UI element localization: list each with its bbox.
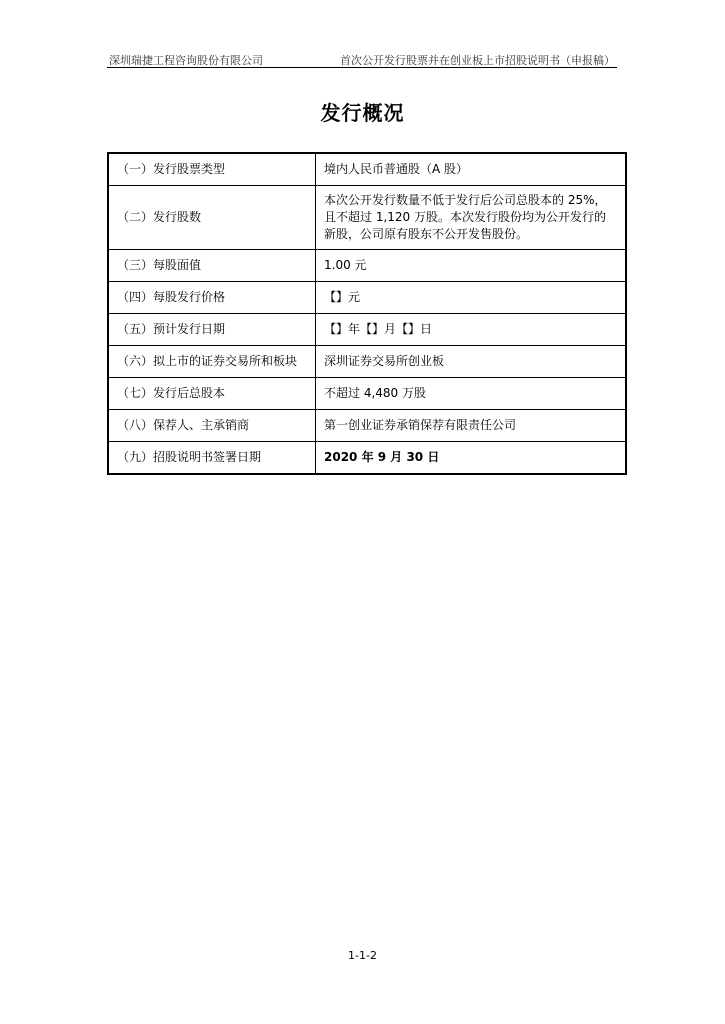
page-title: 发行概况: [320, 101, 405, 125]
page-number: 1-1-2: [348, 949, 377, 962]
table-row: [108, 346, 626, 378]
row-label: （七）发行后总股本: [108, 378, 316, 410]
row-label: （三）每股面值: [108, 250, 316, 282]
row-value: 1.00 元: [316, 250, 627, 282]
table-row: [108, 186, 626, 250]
row-value: 本次公开发行数量不低于发行后公司总股本的 25%，且不超过 1,120 万股。本次发行股份均为公开发行的新股，公司原有股东不公开发售股份。: [316, 186, 627, 250]
header-document-name: 首次公开发行股票并在创业板上市招股说明书（申报稿）: [340, 54, 615, 67]
table-row: [108, 442, 626, 475]
signing-date-value: 2020 年 9 月 30 日: [316, 442, 627, 475]
row-label: （一）发行股票类型: [108, 153, 316, 186]
table-row: [108, 410, 626, 442]
row-value: 第一创业证券承销保荐有限责任公司: [316, 410, 627, 442]
row-label: （二）发行股数: [108, 186, 316, 250]
table-row: [108, 250, 626, 282]
header-company-name: 深圳瑞捷工程咨询股份有限公司: [109, 54, 263, 67]
row-value: 【】年【】月【】日: [316, 314, 627, 346]
issuance-overview-table: [107, 152, 627, 475]
row-value: 不超过 4,480 万股: [316, 378, 627, 410]
row-label: （四）每股发行价格: [108, 282, 316, 314]
table-row: [108, 153, 626, 186]
table-row: [108, 378, 626, 410]
row-label: （九）招股说明书签署日期: [108, 442, 316, 475]
table-row: [108, 314, 626, 346]
page-header: [107, 49, 617, 68]
table-row: [108, 282, 626, 314]
row-value: 【】元: [316, 282, 627, 314]
row-value: 深圳证券交易所创业板: [316, 346, 627, 378]
row-value: 境内人民币普通股（A 股）: [316, 153, 627, 186]
row-label: （六）拟上市的证券交易所和板块: [108, 346, 316, 378]
row-label: （八）保荐人、主承销商: [108, 410, 316, 442]
row-label: （五）预计发行日期: [108, 314, 316, 346]
